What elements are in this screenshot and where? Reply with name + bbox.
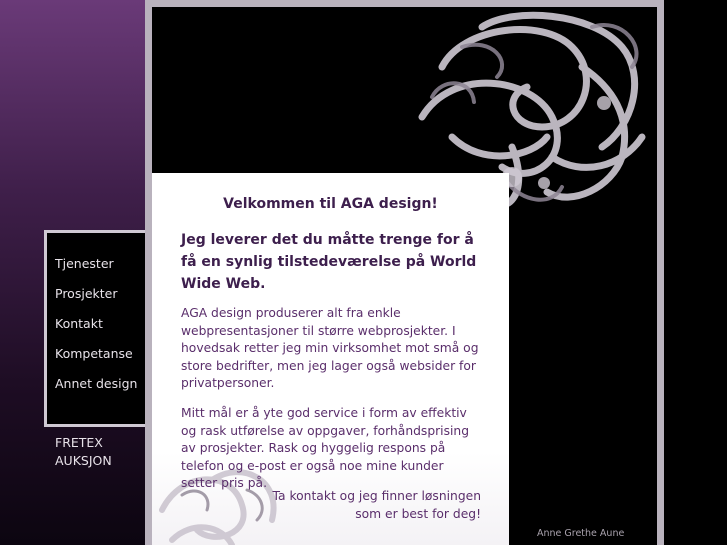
nav-item-kontakt[interactable]: Kontakt xyxy=(55,316,103,331)
closing-text xyxy=(250,487,481,523)
fretex-auksjon-link[interactable] xyxy=(55,434,112,470)
signature: Anne Grethe Aune xyxy=(537,528,625,539)
closing-line1: Ta kontakt og jeg finner løsningen xyxy=(272,489,481,503)
lead-text: Jeg leverer det du måtte trenge for å få en synlig tilstedeværelse på World Wide Web. xyxy=(181,232,477,292)
service-paragraph: Mitt mål er å yte god service i form av effektiv og rask utførelse av oppgaver, forhåndsprising av prosjekter. Rask og hyggelig respons på telefon og e-post er også noe mine kunder setter pris på. xyxy=(181,406,470,490)
nav-item-kompetanse[interactable]: Kompetanse xyxy=(55,346,133,361)
page-title: Velkommen til AGA design! xyxy=(223,196,438,212)
fretex-line1: FRETEX xyxy=(55,435,103,450)
nav-item-tjenester[interactable]: Tjenester xyxy=(55,256,114,271)
closing-line2: som er best for deg! xyxy=(355,507,481,521)
right-panel xyxy=(664,0,727,545)
nav-item-prosjekter[interactable]: Prosjekter xyxy=(55,286,118,301)
fretex-line2: AUKSJON xyxy=(55,453,112,468)
nav-item-annet-design[interactable]: Annet design xyxy=(55,376,138,391)
intro-paragraph: AGA design produserer alt fra enkle webpresentasjoner til større webprosjekter. I hovedsak retter jeg min virksomhet mot små og store bedrifter, men jeg lager også websider for privatpersoner. xyxy=(181,306,479,390)
